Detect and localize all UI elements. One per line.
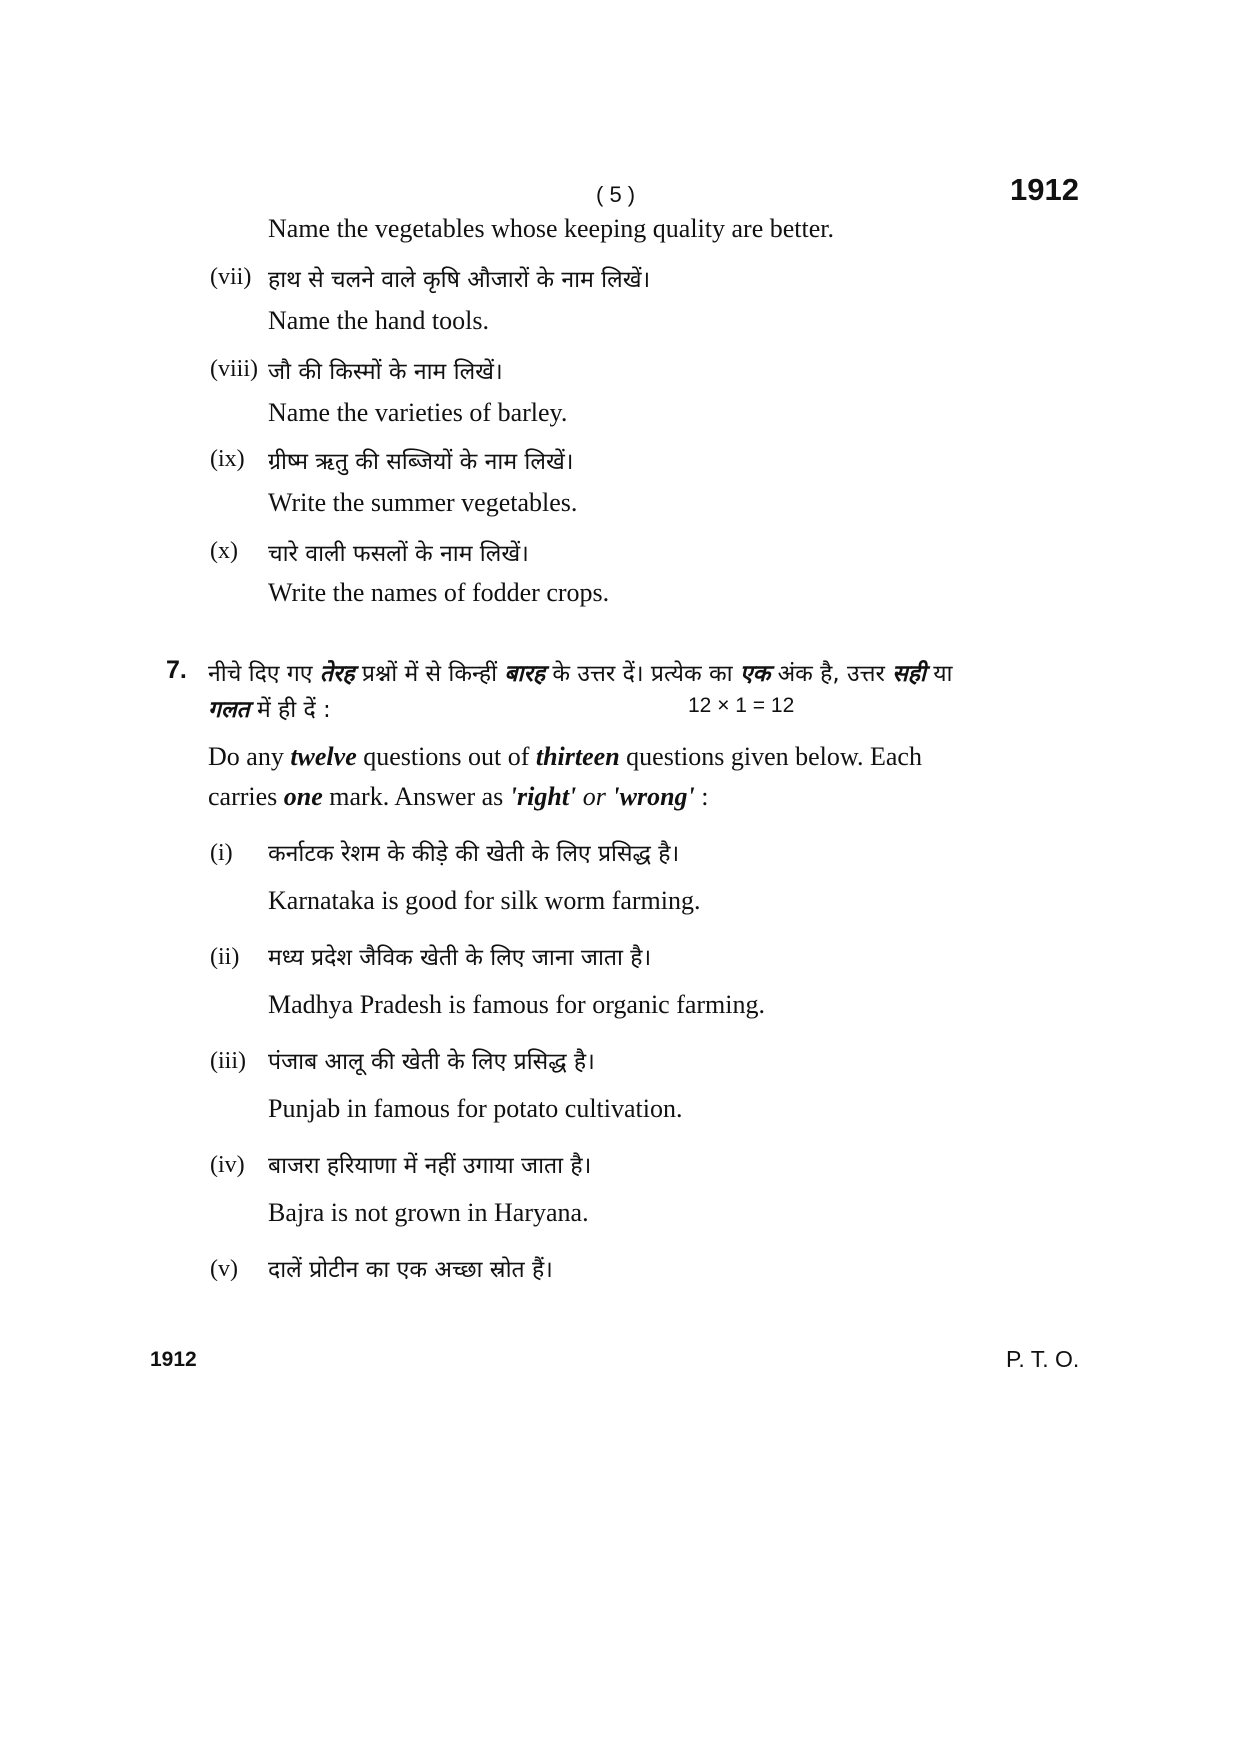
instruction-english-line-2 bbox=[208, 782, 709, 812]
item-hindi-text: बाजरा हरियाणा में नहीं उगाया जाता है। bbox=[268, 1153, 592, 1179]
text-segment: mark. Answer as bbox=[322, 782, 510, 811]
marks-allocation: 12 × 1 = 12 bbox=[688, 694, 795, 717]
item-english-text: Madhya Pradesh is famous for organic farming. bbox=[268, 990, 766, 1019]
item-english-text: Name the hand tools. bbox=[268, 306, 489, 335]
text-segment: अंक है, उत्तर bbox=[770, 661, 893, 687]
emphasis: एक bbox=[739, 661, 771, 687]
instruction-hindi-line-1 bbox=[208, 656, 953, 688]
text-segment: or bbox=[576, 782, 613, 811]
paper-code-header: 1912 bbox=[1010, 172, 1079, 207]
item-number: (iv) bbox=[210, 1152, 245, 1178]
emphasis: गलत bbox=[208, 697, 250, 723]
text-segment: में ही दें : bbox=[249, 697, 331, 723]
text-segment: questions out of bbox=[356, 742, 536, 771]
item-hindi-text: मध्य प्रदेश जैविक खेती के लिए जाना जाता है। bbox=[268, 945, 652, 971]
emphasis: बारह bbox=[504, 661, 546, 687]
instruction-hindi-line-2 bbox=[208, 692, 331, 724]
text-segment: नीचे दिए गए bbox=[208, 661, 320, 687]
emphasis: twelve bbox=[290, 742, 357, 771]
item-number: (ii) bbox=[210, 944, 240, 970]
item-english-text: Name the varieties of barley. bbox=[268, 398, 568, 427]
item-english-text: Bajra is not grown in Haryana. bbox=[268, 1198, 589, 1227]
item-english-text: Punjab in famous for potato cultivation. bbox=[268, 1094, 683, 1123]
text-segment: प्रश्नों में से किन्हीं bbox=[354, 661, 505, 687]
item-english-text: Write the summer vegetables. bbox=[268, 488, 578, 517]
question-number: 7. bbox=[166, 656, 187, 684]
item-hindi-text: जौ की किस्मों के नाम लिखें। bbox=[268, 359, 503, 385]
item-hindi-text: ग्रीष्म ऋतु की सब्जियों के नाम लिखें। bbox=[268, 449, 574, 475]
emphasis: 'wrong' bbox=[612, 782, 695, 811]
item-number: (vii) bbox=[210, 264, 252, 290]
instruction-english-line-1 bbox=[208, 742, 922, 772]
item-hindi-text: हाथ से चलने वाले कृषि औजारों के नाम लिखें। bbox=[268, 267, 651, 293]
pto-label: P. T. O. bbox=[1006, 1346, 1080, 1372]
text-segment: के उत्तर दें। प्रत्येक का bbox=[545, 661, 740, 687]
emphasis: सही bbox=[892, 661, 926, 687]
item-english-text: Karnataka is good for silk worm farming. bbox=[268, 886, 701, 915]
text-segment: या bbox=[925, 661, 953, 687]
text-segment: carries bbox=[208, 782, 284, 811]
item-hindi-text: पंजाब आलू की खेती के लिए प्रसिद्ध है। bbox=[268, 1049, 595, 1075]
emphasis: 'right' bbox=[509, 782, 577, 811]
emphasis: thirteen bbox=[535, 742, 620, 771]
item-number: (v) bbox=[210, 1256, 238, 1282]
page-number: ( 5 ) bbox=[596, 182, 636, 207]
item-hindi-text: दालें प्रोटीन का एक अच्छा स्रोत हैं। bbox=[268, 1257, 553, 1283]
emphasis: one bbox=[283, 782, 323, 811]
text-segment: questions given below. Each bbox=[619, 742, 922, 771]
text-segment: : bbox=[694, 782, 709, 811]
text-segment: Do any bbox=[208, 742, 291, 771]
item-number: (iii) bbox=[210, 1048, 246, 1074]
paper-code-footer: 1912 bbox=[150, 1348, 197, 1371]
item-hindi-text: कर्नाटक रेशम के कीड़े की खेती के लिए प्रसिद्ध है। bbox=[268, 841, 680, 867]
item-number: (viii) bbox=[210, 356, 258, 382]
item-english-text: Write the names of fodder crops. bbox=[268, 578, 610, 607]
item-hindi-text: चारे वाली फसलों के नाम लिखें। bbox=[268, 541, 529, 567]
emphasis: तेरह bbox=[319, 661, 355, 687]
item-number: (ix) bbox=[210, 446, 245, 472]
item-number: (i) bbox=[210, 840, 233, 866]
item-number: (x) bbox=[210, 538, 238, 564]
continuation-text: Name the vegetables whose keeping quality are better. bbox=[268, 214, 835, 243]
